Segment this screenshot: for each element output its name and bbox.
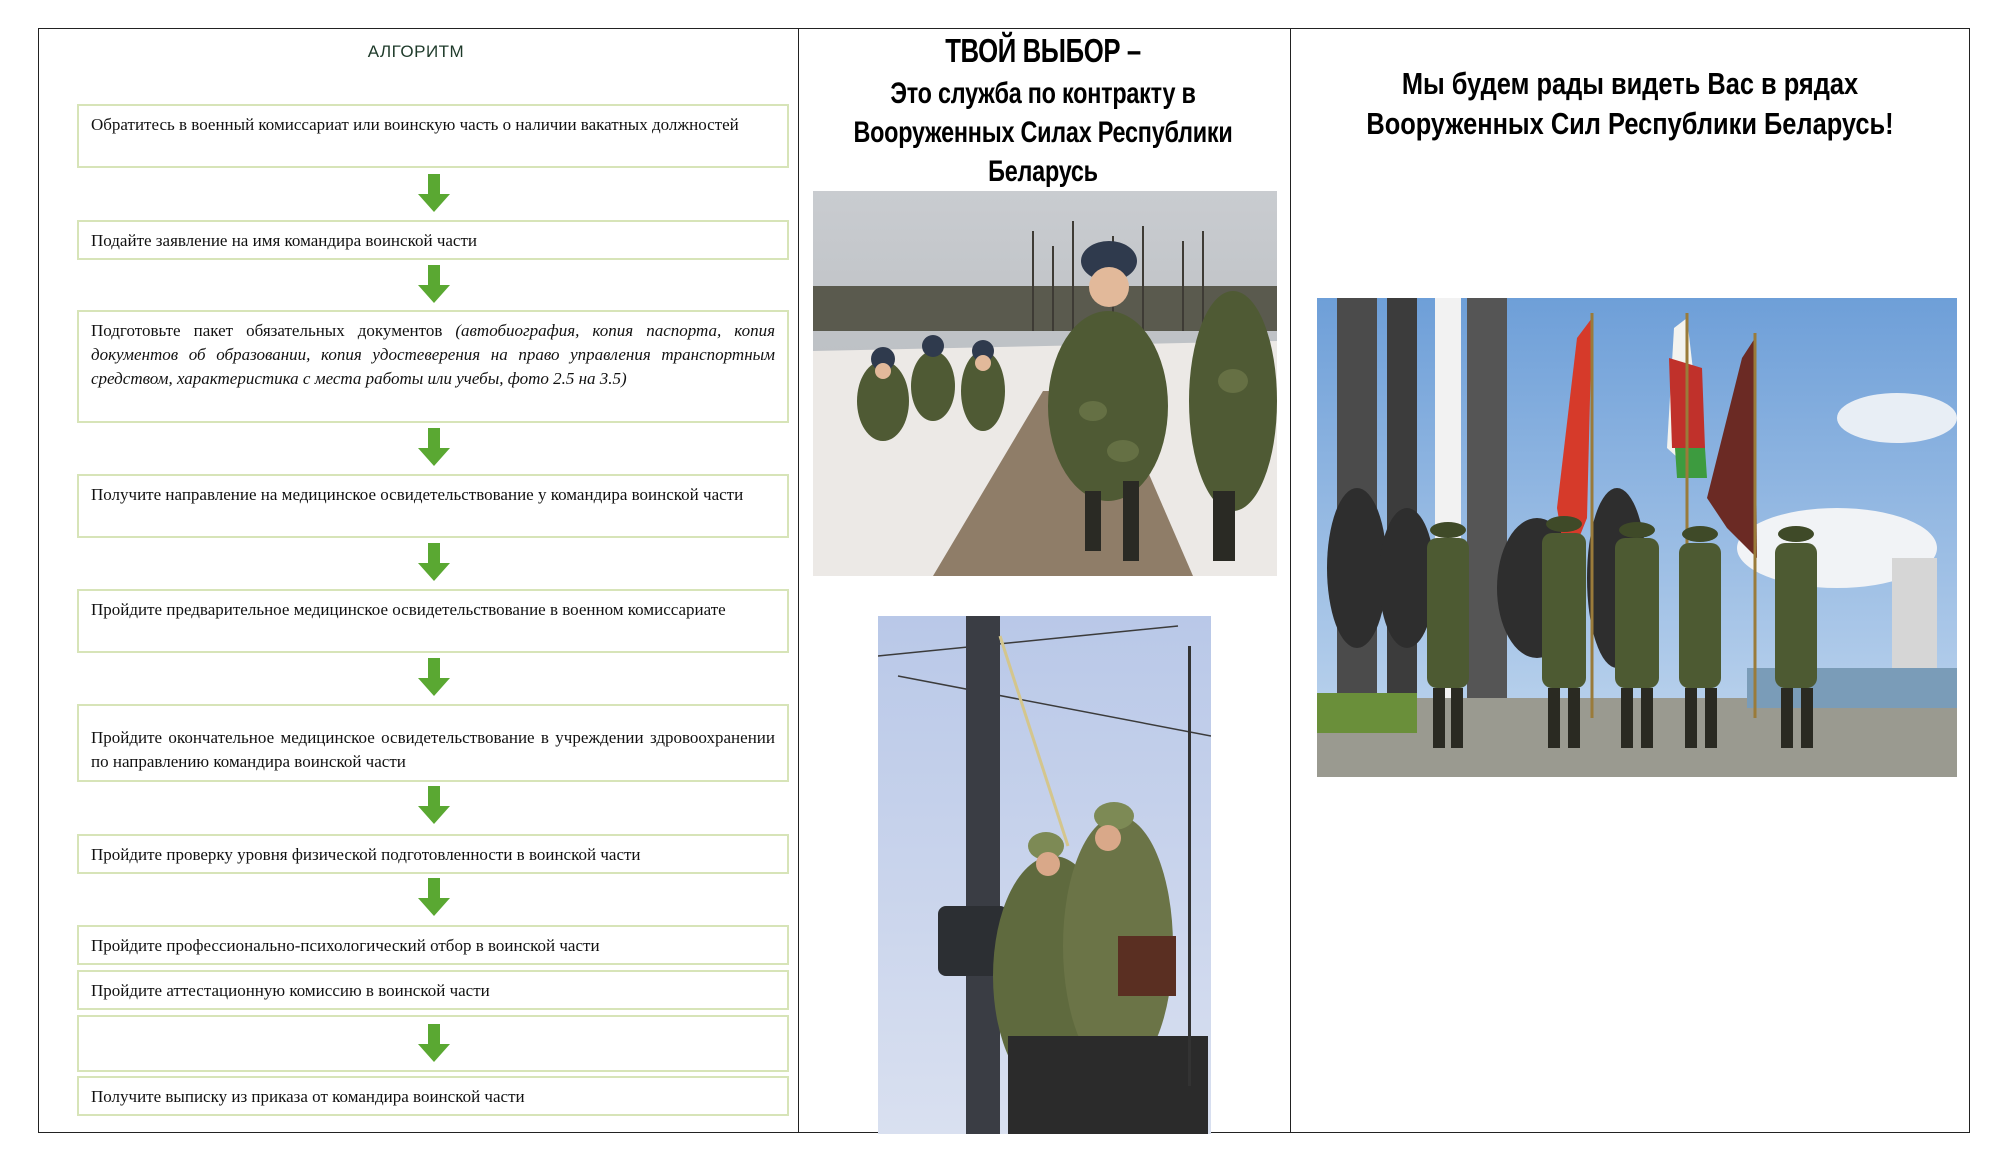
step-2: Подайте заявление на имя командира воинской части <box>77 220 789 260</box>
welcome-heading: Мы будем рады видеть Вас в рядах Вооруженных Сил Республики Беларусь! <box>1366 66 1894 141</box>
photo-honor-guard-flags <box>1317 298 1957 777</box>
step-7: Пройдите проверку уровня физической подготовленности в воинской части <box>77 834 789 874</box>
step-4: Получите направление на медицинское освидетельствование у командира воинской части <box>77 474 789 538</box>
choice-heading: ТВОЙ ВЫБОР – <box>945 32 1141 69</box>
column-divider-left <box>798 28 799 1133</box>
arrow-down-icon <box>418 543 450 581</box>
step-3-documents-list: (автобиография, копия паспорта, копия документов об образовании, копия удостеверения на право управления транспортным средством, характеристика с места работы или учебы, фото 2.5 на 3.5) <box>91 321 775 388</box>
step-3 <box>77 310 789 423</box>
step-3-main-text: Подготовьте пакет обязательных документов <box>91 321 443 340</box>
step-10: Получите выписку из приказа от командира воинской части <box>77 1076 789 1116</box>
step-1: Обратитесь в военный комиссариат или воинскую часть о наличии вакатных должностей <box>77 104 789 168</box>
arrow-down-icon <box>418 1024 450 1062</box>
arrow-down-icon <box>418 174 450 212</box>
arrow-down-icon <box>418 428 450 466</box>
algorithm-title: АЛГОРИТМ <box>367 42 465 61</box>
photo-soldiers-running <box>813 191 1277 576</box>
step-6: Пройдите окончательное медицинское освидетельствование в учреждении здровоохранении по направлению командира воинской части <box>77 704 789 782</box>
step-8: Пройдите профессионально-психологический отбор в воинской части <box>77 925 789 965</box>
contract-service-subheading: Это служба по контракту в Вооруженных Силах Республики Беларусь <box>853 77 1233 188</box>
photo-soldiers-antenna-mast <box>878 616 1211 1134</box>
arrow-down-icon <box>418 786 450 824</box>
arrow-down-icon <box>418 658 450 696</box>
arrow-down-icon <box>418 265 450 303</box>
step-9: Пройдите аттестационную комиссию в воинской части <box>77 970 789 1010</box>
column-divider-right <box>1290 28 1291 1133</box>
step-5: Пройдите предварительное медицинское освидетельствование в военном комиссариате <box>77 589 789 653</box>
arrow-down-icon <box>418 878 450 916</box>
